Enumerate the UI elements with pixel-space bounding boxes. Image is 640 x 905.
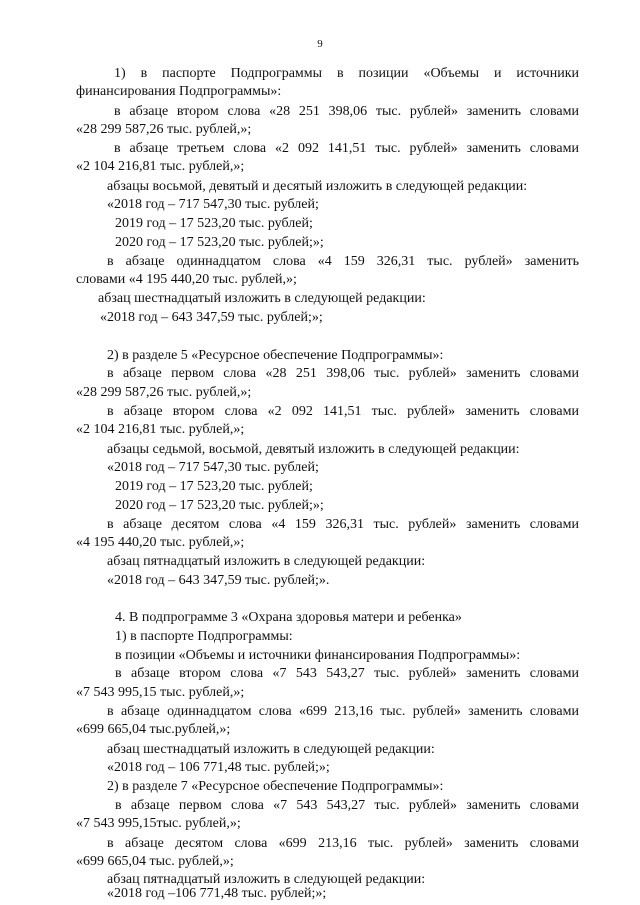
text-line: «699 665,04 тыс.рублей,»; (76, 722, 231, 737)
text-line: в позиции «Объемы и источники финансирования Подпрограммы»: (115, 648, 521, 663)
text-line: «2018 год – 717 547,30 тыс. рублей; (107, 197, 319, 212)
text-line: 2020 год – 17 523,20 тыс. рублей;»; (115, 235, 324, 250)
text-line: в абзаце втором слова «7 543 543,27 тыс. рублей» заменить словами (115, 666, 579, 681)
text-line: 1) в паспорте Подпрограммы в позиции «Объемы и источники (114, 66, 579, 81)
text-line: 2019 год – 17 523,20 тыс. рублей; (115, 216, 313, 231)
text-line: «2018 год – 106 771,48 тыс. рублей;»; (107, 760, 330, 775)
text-line: «2018 год – 643 347,59 тыс. рублей;»; (100, 310, 323, 325)
text-line: «4 195 440,20 тыс. рублей,»; (76, 535, 245, 550)
text-line: в абзаце первом слова «28 251 398,06 тыс. рублей» заменить словами (107, 366, 579, 381)
text-line: «7 543 995,15 тыс. рублей,»; (76, 685, 245, 700)
text-line: «2 104 216,81 тыс. рублей,»; (76, 422, 245, 437)
text-line: в абзаце втором слова «2 092 141,51 тыс. рублей» заменить словами (107, 404, 579, 419)
text-line: 2020 год – 17 523,20 тыс. рублей;»; (115, 498, 324, 513)
text-line: в абзаце первом слова «7 543 543,27 тыс. рублей» заменить словами (115, 798, 579, 813)
text-line: абзац пятнадцатый изложить в следующей редакции: (107, 554, 426, 569)
text-line: словами «4 195 440,20 тыс. рублей,»; (76, 272, 297, 287)
text-line: «28 299 587,26 тыс. рублей,»; (76, 122, 252, 137)
text-line: в абзаце втором слова «28 251 398,06 тыс. рублей» заменить словами (114, 104, 579, 119)
text-line: «699 665,04 тыс. рублей,»; (76, 854, 234, 869)
text-line: в абзаце одиннадцатом слова «699 213,16 тыс. рублей» заменить словами (107, 704, 579, 719)
text-line: 2) в разделе 5 «Ресурсное обеспечение Подпрограммы»: (107, 348, 444, 363)
text-line: 2019 год – 17 523,20 тыс. рублей; (115, 479, 313, 494)
text-line: абзацы восьмой, девятый и десятый изложить в следующей редакции: (107, 179, 528, 194)
text-line: абзацы седьмой, восьмой, девятый изложить в следующей редакции: (107, 442, 520, 457)
text-line: «7 543 995,15тыс. рублей,»; (76, 816, 241, 831)
text-line: в абзаце третьем слова «2 092 141,51 тыс. рублей» заменить словами (114, 141, 579, 156)
text-line: 4. В подпрограмме 3 «Охрана здоровья матери и ребенка» (115, 610, 462, 625)
text-line: в абзаце десятом слова «4 159 326,31 тыс. рублей» заменить словами (107, 517, 579, 532)
text-line: 2) в разделе 7 «Ресурсное обеспечение Подпрограммы»: (107, 779, 444, 794)
text-line: абзац шестнадцатый изложить в следующей редакции: (98, 291, 426, 306)
text-line: «2018 год – 643 347,59 тыс. рублей;». (107, 573, 330, 588)
text-line: «2018 год – 717 547,30 тыс. рублей; (107, 460, 319, 475)
text-line: в абзаце одиннадцатом слова «4 159 326,31 тыс. рублей» заменить (107, 254, 579, 269)
text-line: абзац шестнадцатый изложить в следующей редакции: (107, 742, 435, 757)
text-line: финансирования Подпрограммы»: (76, 84, 282, 99)
text-line: 1) в паспорте Подпрограммы: (115, 629, 293, 644)
text-line: «2 104 216,81 тыс. рублей,»; (76, 159, 245, 174)
text-line: «28 299 587,26 тыс. рублей,»; (76, 385, 252, 400)
page-number: 9 (317, 38, 323, 50)
text-line: абзац пятнадцатый изложить в следующей редакции: (107, 872, 426, 887)
text-line: в абзаце десятом слова «699 213,16 тыс. рублей» заменить словами (107, 836, 579, 851)
text-line: «2018 год –106 771,48 тыс. рублей;»; (107, 886, 327, 901)
